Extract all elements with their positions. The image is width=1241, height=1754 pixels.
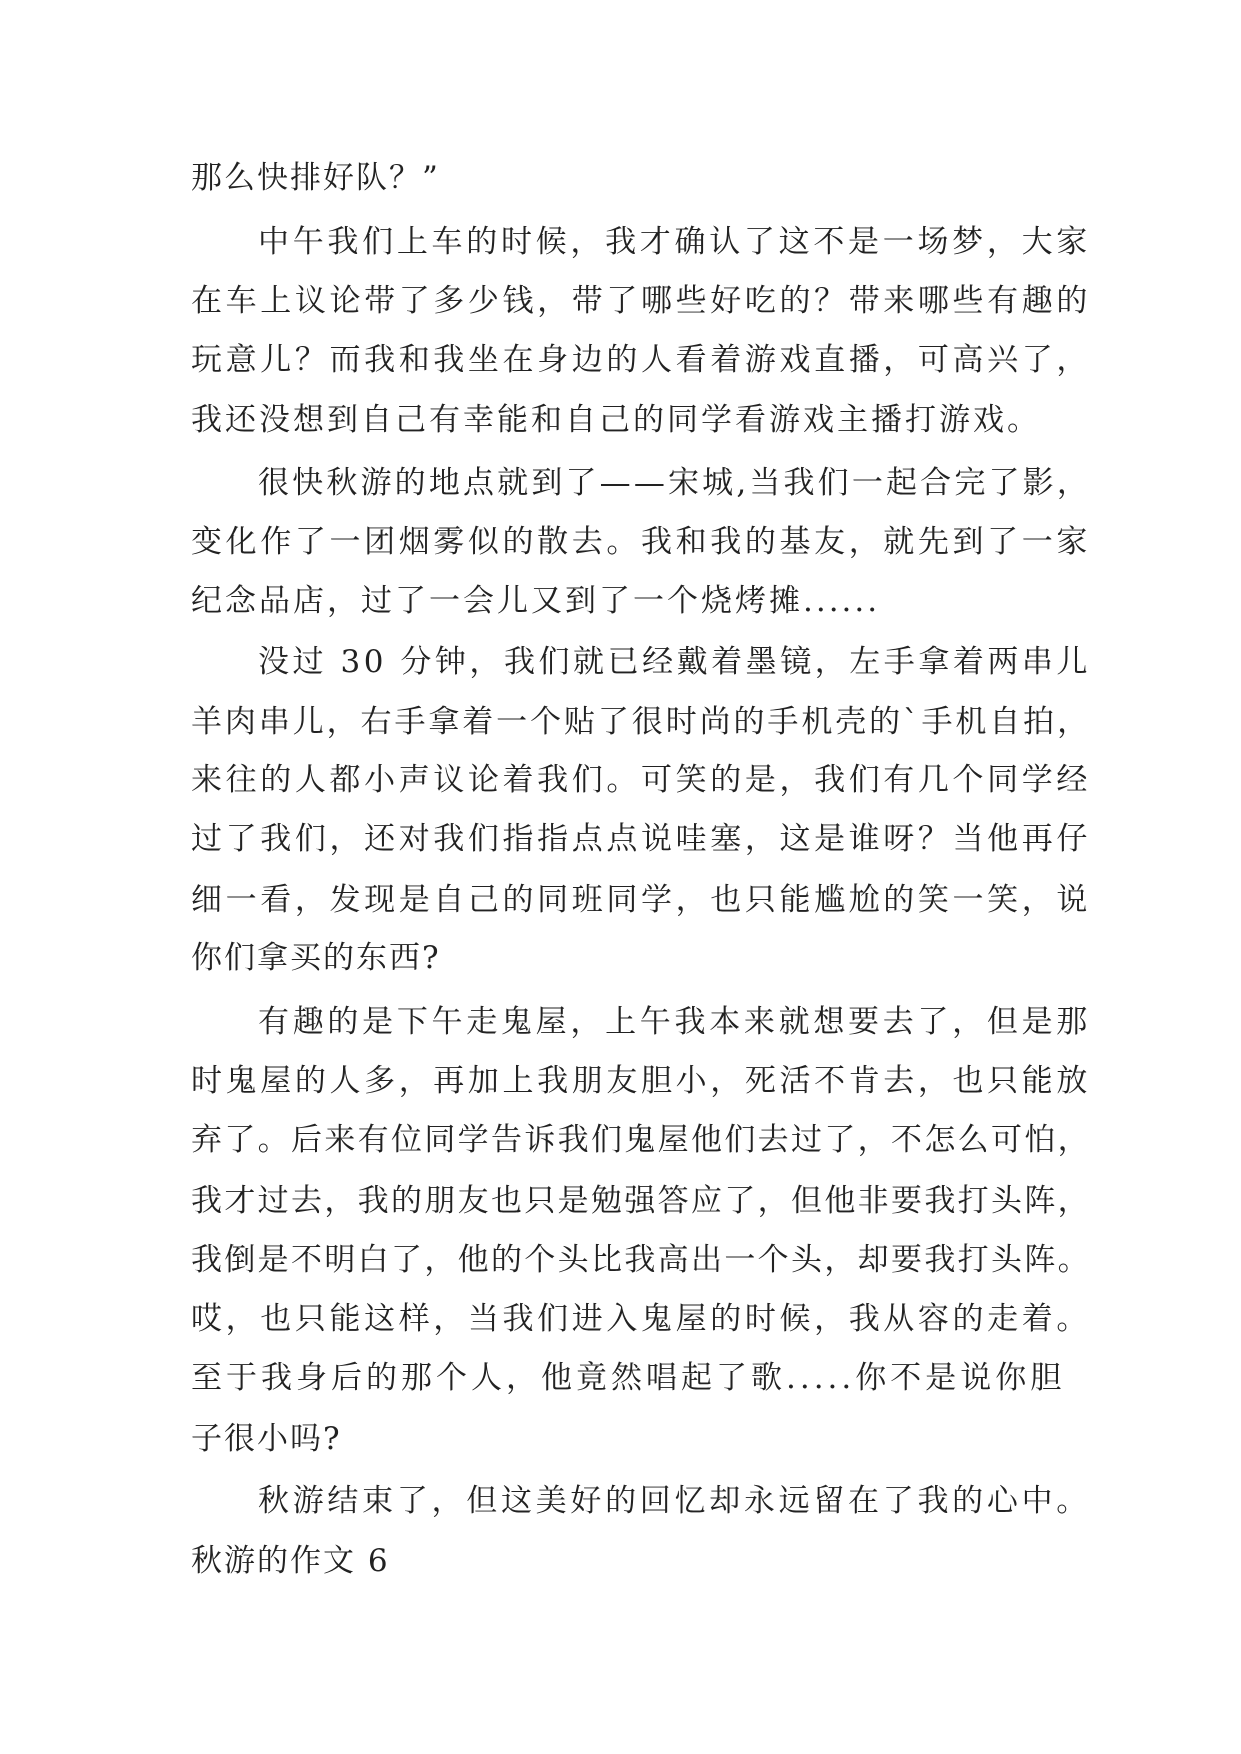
paragraph-start-line: 很快秋游的地点就到了——宋城,当我们一起合完了影，: [258, 465, 1091, 501]
text-line: 玩意儿？而我和我坐在身边的人看着游戏直播，可高兴了，: [191, 342, 1091, 378]
text-line: 羊肉串儿，右手拿着一个贴了很时尚的手机壳的`手机自拍，: [191, 704, 1091, 740]
text-line: 过了我们，还对我们指指点点说哇塞，这是谁呀？当他再仔: [191, 821, 1091, 857]
text-line: 我才过去，我的朋友也只是勉强答应了，但他非要我打头阵，: [191, 1183, 1091, 1219]
text-line: 时鬼屋的人多，再加上我朋友胆小，死活不肯去，也只能放: [191, 1063, 1091, 1099]
section-heading: 秋游的作文 6: [191, 1543, 390, 1579]
text-line: 我还没想到自己有幸能和自己的同学看游戏主播打游戏。: [191, 402, 1041, 438]
text-line: 我倒是不明白了，他的个头比我高出一个头，却要我打头阵。: [191, 1242, 1091, 1278]
text-line: 你们拿买的东西?: [191, 940, 441, 976]
text-line: 至于我身后的那个人，他竟然唱起了歌.....你不是说你胆: [191, 1360, 1066, 1396]
text-line: 变化作了一团烟雾似的散去。我和我的基友，就先到了一家: [191, 524, 1091, 560]
text-line: 纪念品店，过了一会儿又到了一个烧烤摊......: [191, 583, 881, 619]
text-line: 弃了。后来有位同学告诉我们鬼屋他们去过了，不怎么可怕，: [191, 1122, 1091, 1158]
paragraph-start-line: 有趣的是下午走鬼屋，上午我本来就想要去了，但是那: [258, 1004, 1091, 1040]
text-line: 在车上议论带了多少钱，带了哪些好吃的？带来哪些有趣的: [191, 283, 1091, 319]
paragraph-start-line: 中午我们上车的时候，我才确认了这不是一场梦，大家: [258, 224, 1091, 260]
text-line: 来往的人都小声议论着我们。可笑的是，我们有几个同学经: [191, 762, 1091, 798]
text-line: 细一看，发现是自己的同班同学，也只能尴尬的笑一笑，说: [191, 882, 1091, 918]
text-line: 哎，也只能这样，当我们进入鬼屋的时候，我从容的走着。: [191, 1301, 1091, 1337]
text-line: 那么快排好队？”: [191, 160, 440, 196]
paragraph-start-line: 秋游结束了，但这美好的回忆却永远留在了我的心中。: [258, 1483, 1091, 1519]
paragraph-start-line: 没过 30 分钟，我们就已经戴着墨镜，左手拿着两串儿: [258, 644, 1091, 680]
text-line: 子很小吗?: [191, 1421, 342, 1457]
